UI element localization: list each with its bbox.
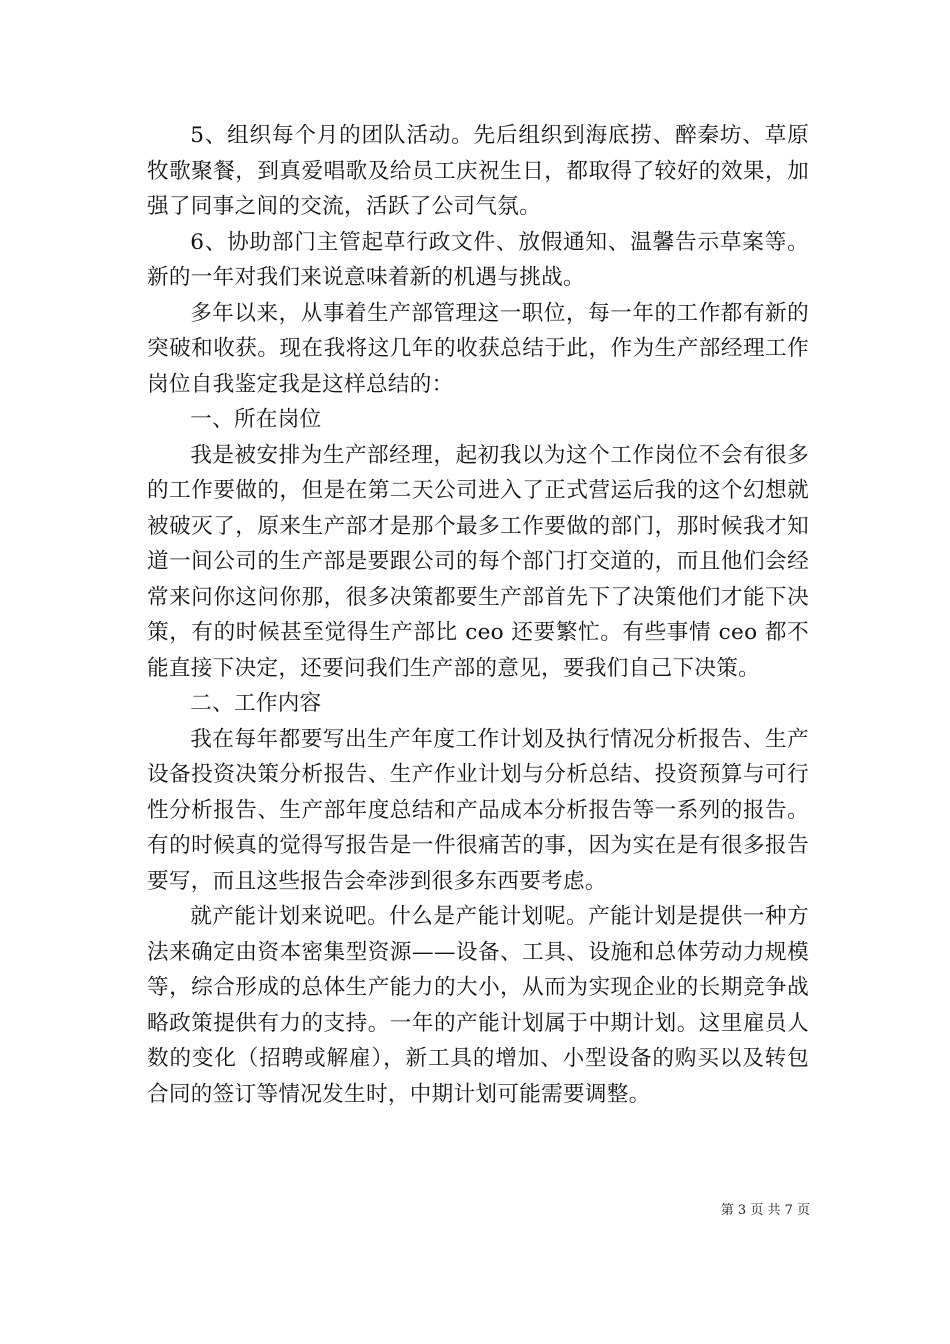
document-body (147, 118, 809, 1112)
paragraph-position: 我是被安排为生产部经理，起初我以为这个工作岗位不会有很多的工作要做的，但是在第二天公司进入了正式营运后我的这个幻想就被破灭了，原来生产部才是那个最多工作要做的部门，那时候我才知道一间公司的生产部是要跟公司的每个部门打交道的，而且他们会经常来问你这问你那，很多决策都要生产部首先下了决策他们才能下决策，有的时候甚至觉得生产部比 ceo 还要繁忙。有些事情 ceo 都不能直接下决定，还要问我们生产部的意见，要我们自己下决策。 (147, 442, 809, 681)
paragraph-reports: 我在每年都要写出生产年度工作计划及执行情况分析报告、生产设备投资决策分析报告、生产作业计划与分析总结、投资预算与可行性分析报告、生产部年度总结和产品成本分析报告等一系列的报告。有的时候真的觉得写报告是一件很痛苦的事，因为实在是有很多报告要写，而且这些报告会牵涉到很多东西要考虑。 (147, 726, 809, 894)
paragraph-admin-documents: 6、协助部门主管起草行政文件、放假通知、温馨告示草案等。新的一年对我们来说意味着新的机遇与挑战。 (147, 229, 809, 290)
paragraph-team-activities: 5、组织每个月的团队活动。先后组织到海底捞、醉秦坊、草原牧歌聚餐，到真爱唱歌及给员工庆祝生日，都取得了较好的效果，加强了同事之间的交流，活跃了公司气氛。 (147, 123, 809, 219)
section-heading-work-content: 二、工作内容 (190, 691, 322, 716)
paragraph-intro: 多年以来，从事着生产部管理这一职位，每一年的工作都有新的突破和收获。现在我将这几年的收获总结于此，作为生产部经理工作岗位自我鉴定我是这样总结的： (147, 300, 809, 397)
page-number-footer: 第 3 页 共 7 页 (720, 1203, 810, 1218)
section-heading-position: 一、所在岗位 (190, 407, 322, 432)
paragraph-capacity-planning: 就产能计划来说吧。什么是产能计划呢。产能计划是提供一种方法来确定由资本密集型资源——设备、工具、设施和总体劳动力规模等，综合形成的总体生产能力的大小，从而为实现企业的长期竞争战略政策提供有力的支持。一年的产能计划属于中期计划。这里雇员人数的变化（招聘或解雇），新工具的增加、小型设备的购买以及转包合同的签订等情况发生时，中期计划可能需要调整。 (147, 904, 809, 1107)
